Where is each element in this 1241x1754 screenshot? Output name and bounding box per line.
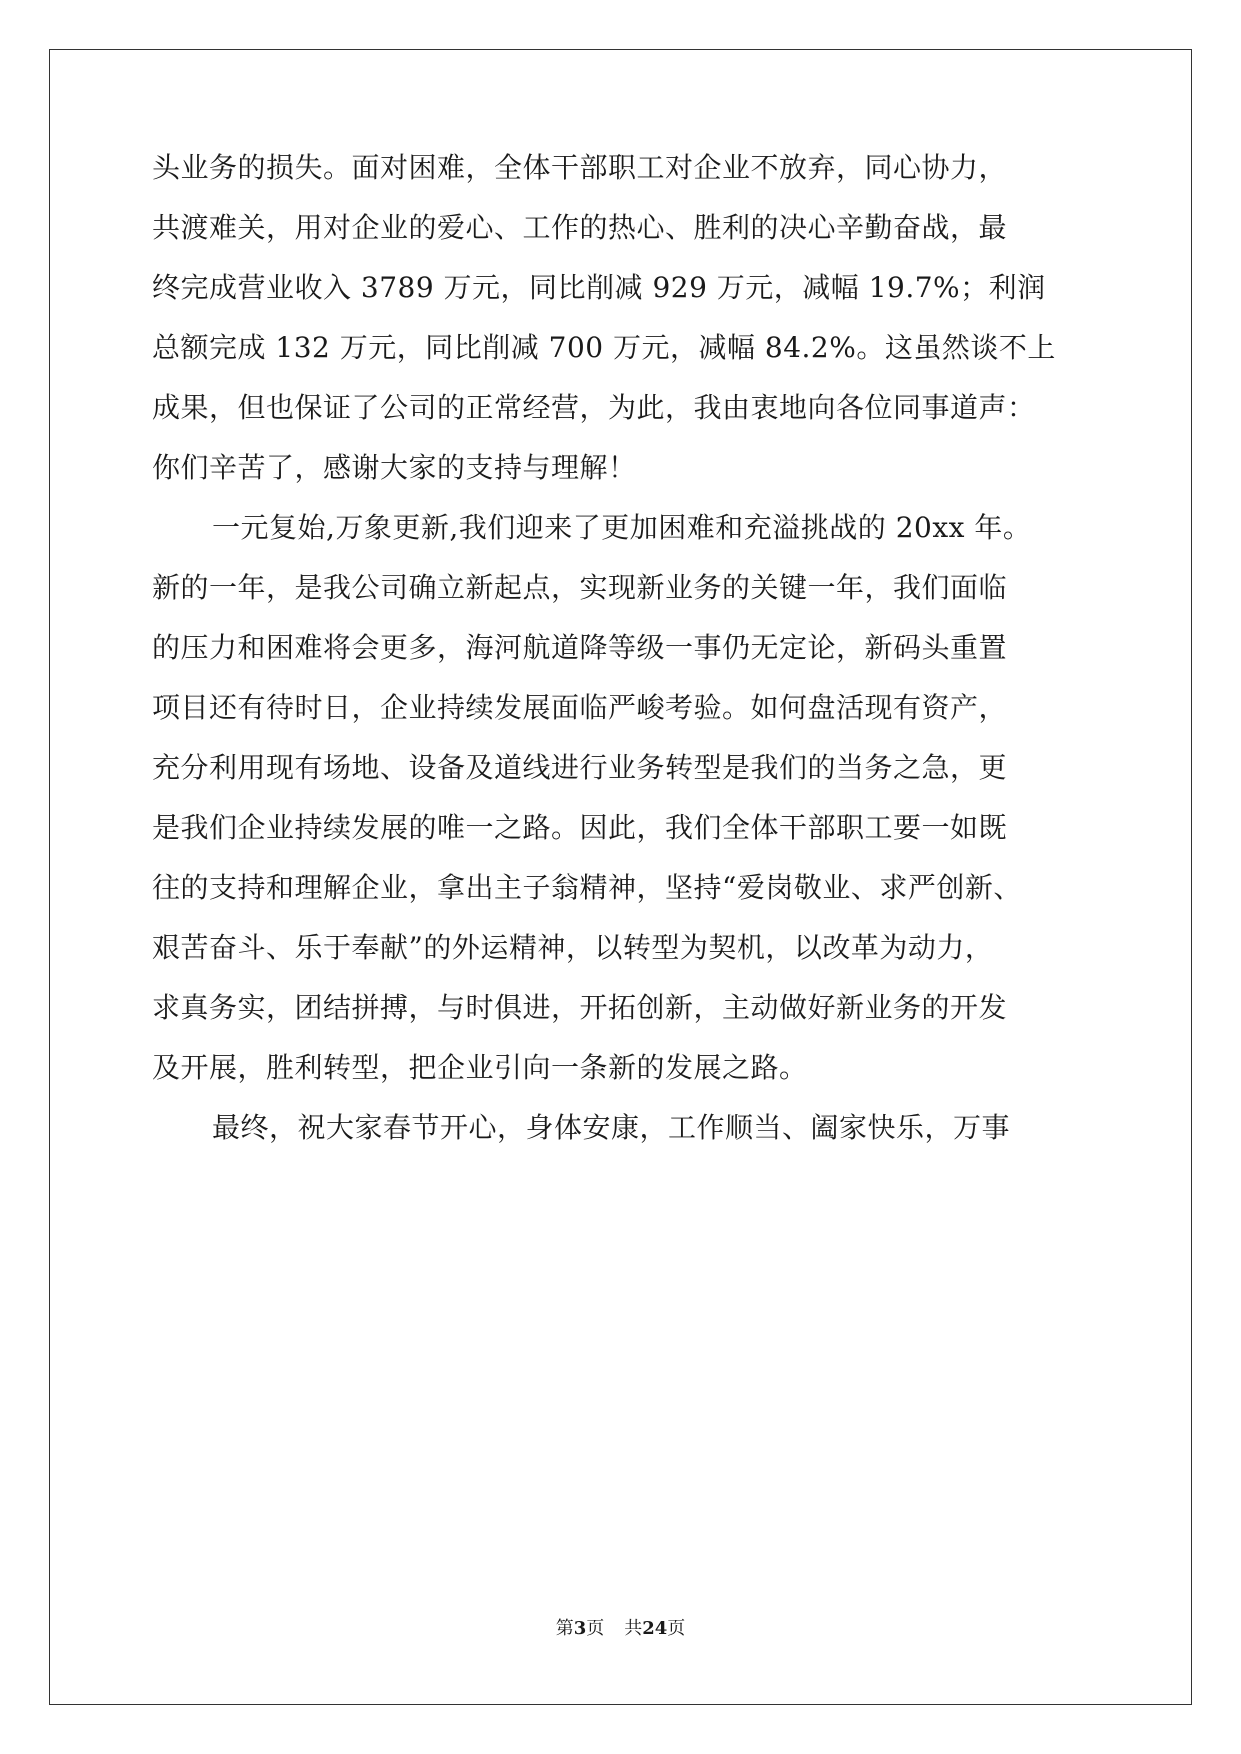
text-line: 及开展，胜利转型，把企业引向一条新的发展之路。 [152, 1051, 808, 1084]
text-line: 你们辛苦了，感谢大家的支持与理解！ [152, 451, 637, 484]
text-line: 是我们企业持续发展的唯一之路。因此，我们全体干部职工要一如既 [152, 811, 1008, 844]
document-body [152, 138, 1097, 1158]
paragraph-start-line: 一元复始,万象更新,我们迎来了更加困难和充溢挑战的 20xx 年。 [212, 511, 1032, 544]
text-line: 项目还有待时日，企业持续发展面临严峻考验。如何盘活现有资产， [152, 691, 1008, 724]
footer-page-prefix: 第 [555, 1618, 574, 1639]
text-line: 共渡难关，用对企业的爱心、工作的热心、胜利的决心辛勤奋战，最 [152, 211, 1008, 244]
paragraph-start-line: 最终，祝大家春节开心，身体安康，工作顺当、阖家快乐，万事 [212, 1111, 1011, 1144]
text-line: 往的支持和理解企业，拿出主子翁精神，坚持“爱岗敬业、求严创新、 [152, 871, 1022, 904]
text-line: 新的一年，是我公司确立新起点，实现新业务的关键一年，我们面临 [152, 571, 1008, 604]
footer-total-pages: 24 [642, 1618, 668, 1639]
page-footer [0, 1614, 1241, 1640]
footer-total-suffix: 页 [667, 1618, 686, 1639]
text-line: 总额完成 132 万元，同比削减 700 万元，减幅 84.2%。这虽然谈不上 [152, 331, 1056, 364]
text-line: 的压力和困难将会更多，海河航道降等级一事仍无定论，新码头重置 [152, 631, 1008, 664]
text-line: 头业务的损失。面对困难，全体干部职工对企业不放弃，同心协力， [152, 151, 1008, 184]
footer-page-suffix: 页 [586, 1618, 605, 1639]
footer-total-prefix: 共 [624, 1618, 643, 1639]
text-line: 充分利用现有场地、设备及道线进行业务转型是我们的当务之急，更 [152, 751, 1008, 784]
text-line: 终完成营业收入 3789 万元，同比削减 929 万元，减幅 19.7%；利润 [152, 271, 1046, 304]
footer-page-number: 3 [573, 1618, 587, 1639]
text-line: 艰苦奋斗、乐于奉献”的外运精神，以转型为契机，以改革为动力， [152, 931, 994, 964]
text-line: 成果，但也保证了公司的正常经营，为此，我由衷地向各位同事道声： [152, 391, 1036, 424]
text-line: 求真务实，团结拼搏，与时俱进，开拓创新，主动做好新业务的开发 [152, 991, 1008, 1024]
